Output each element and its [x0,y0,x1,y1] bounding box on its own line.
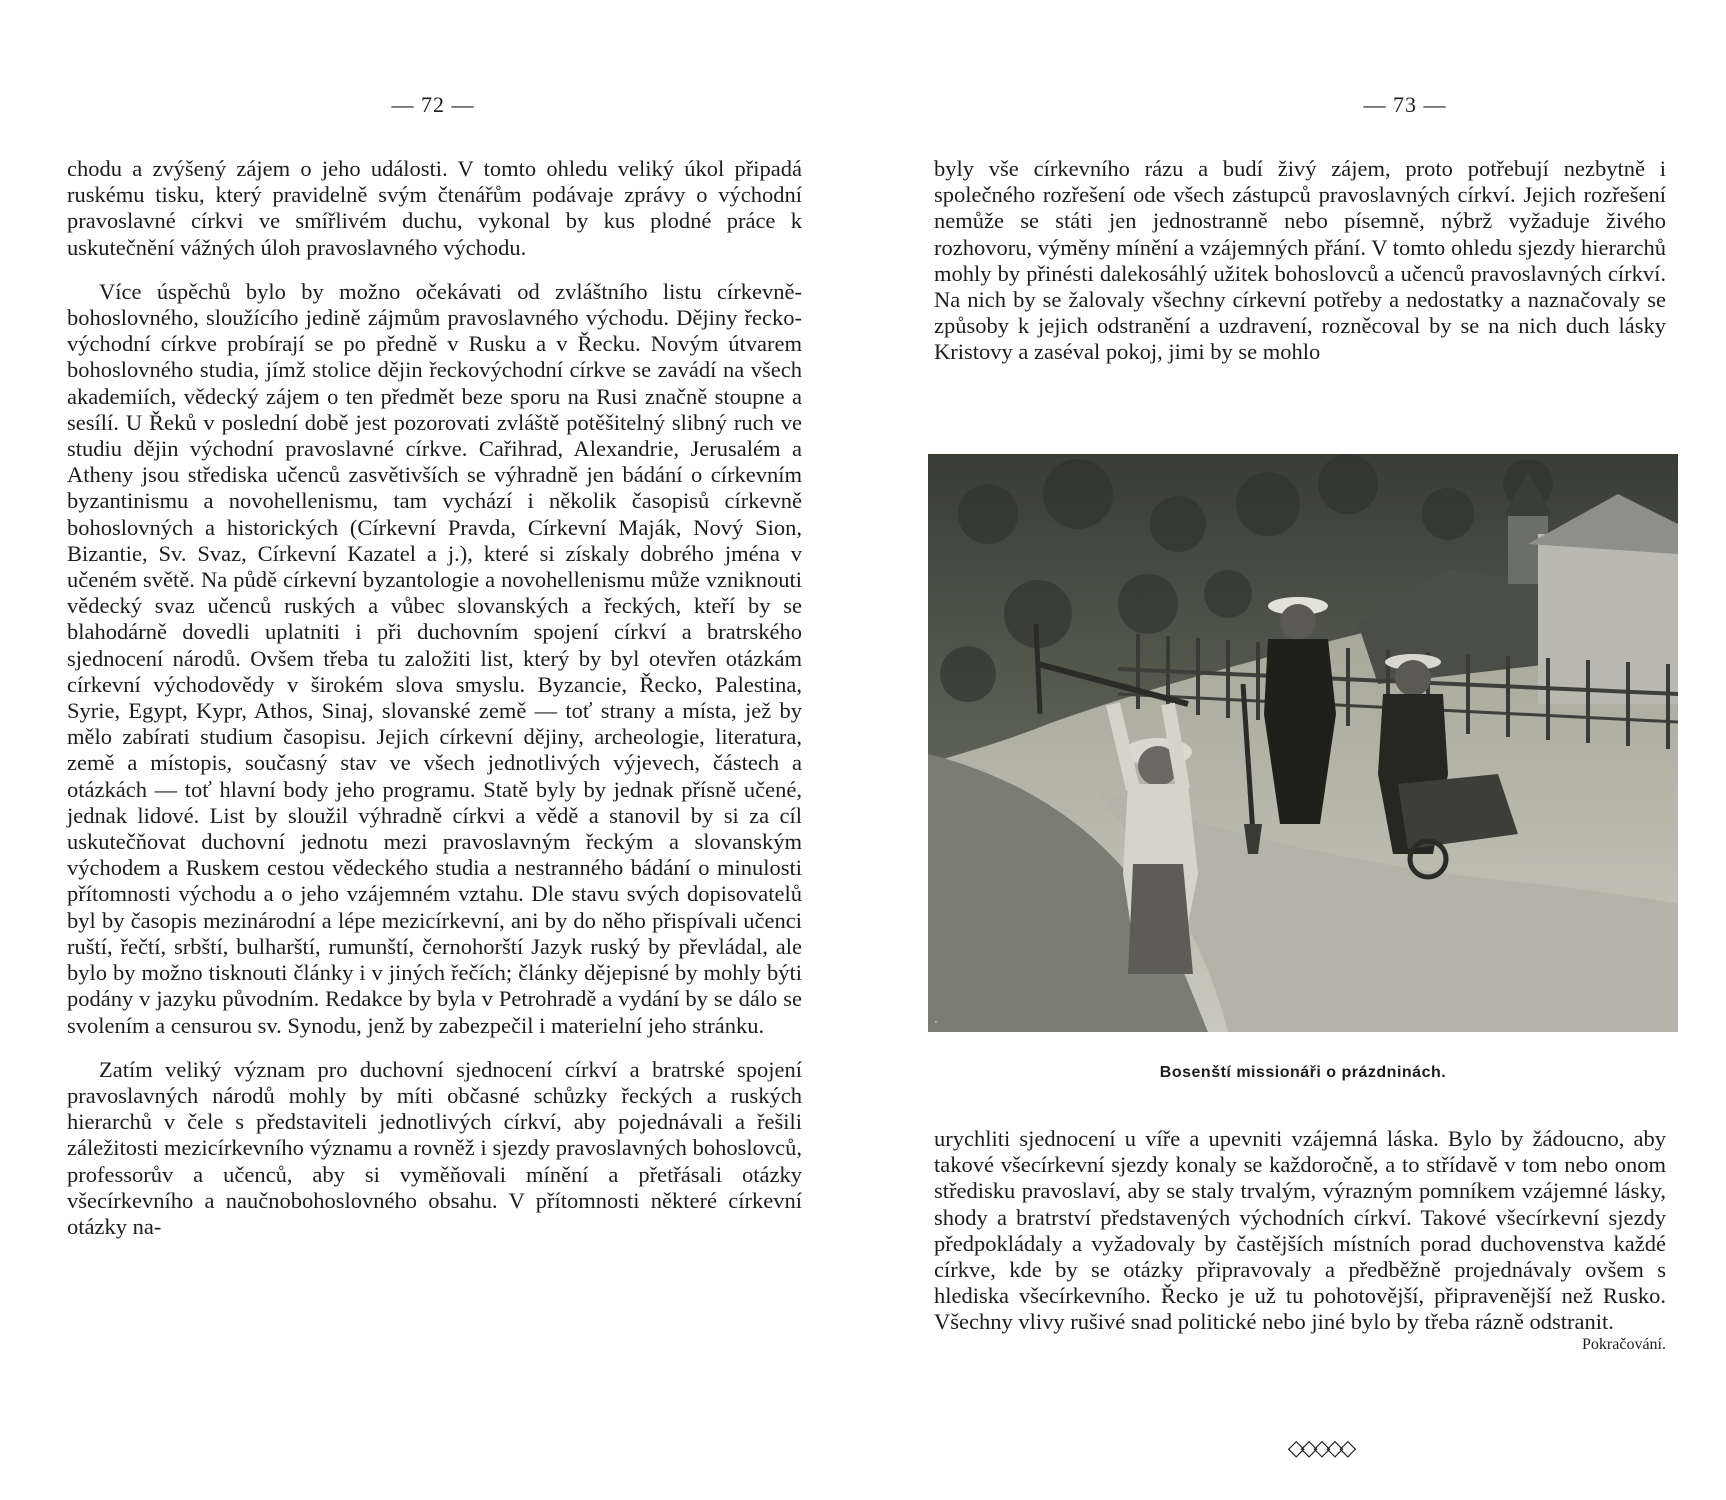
ornament-divider: ◇◇◇◇◇ [1287,1436,1353,1461]
paragraph: byly vše církevního rázu a budí živý zájem, proto potřebují nezbytně i společného rozřešení ode všech zástupců pravoslavných církví. Jejich rozřešení nemůže se státi jen jednostranně nebo písemně, nýbrž vyžaduje živého rozhovoru, výměny mínění a vzájemných přání. V tomto ohledu sjezdy hierarchů mohly by přinésti dalekosáhlý užitek bohoslovců a učenců pravoslavných církví. Na nich by se žalovaly všechny církevní potřeby a nedostatky a naznačovaly se způsoby k jejich odstranění a uzdravení, rozněcoval by se na nich duch lásky Kristovy a zaséval pokoj, jimi by se mohlo [934,156,1666,365]
continuation-note: Pokračování. [1582,1335,1666,1353]
photograph [928,454,1678,1032]
paragraph: Zatím veliký význam pro duchovní sjednocení církví a bratrské spojení pravoslavných národů mohly by míti občasné schůzky řeckých a ruských hierarchů v čele s představiteli jednotlivých církví, aby pojednávali a řešili záležitosti mezicírkevního významu a rovněž i sjezdy pravoslavných bohoslovců, professorův a učenců, aby si vyměňovali mínění a přetřásali otázky všecírkevního a naučnobohoslovného obsahu. V přítomnosti některé církevní otázky na- [67,1056,802,1239]
paragraph: Více úspěchů bylo by možno očekávati od zvláštního listu církevně-bohoslovného, sloužícího jedině zájmům pravoslavného východu. Dějiny řecko-východní církve probírají se po předně v Rusku a v Řecku. Novým útvarem bohoslovného studia, jímž stolice dějin řeckovýchodní církve se zavádí na všech akademiích, vědecký zájem o ten předmět beze sporu na Rusi značně stoupne a sesílí. U Řeků v poslední době jest pozorovati zvláště potěšitelný slibný ruch ve studiu dějin východní pravoslavné církve. Cařihrad, Alexandrie, Jerusalém a Atheny jsou střediska učenců zasvětivších se výhradně jen bádání o církevním byzantinismu a novohellenismu, tam vychází i několik časopisů církevně bohoslovných a historických (Církevní Pravda, Církevní Maják, Nový Sion, Bizantie, Sv. Svaz, Církevní Kazatel a j.), které si získaly dobrého jména v učeném světě. Na půdě církevní byzantologie a novohellenismu může vzniknouti vědecký svaz učenců ruských a vůbec slovanských a řeckých, kteří by se blahodárně dovedli uplatniti i při duchovním spojení církví a bratrského sjednocení národů. Ovšem třeba tu založiti list, který by byl otevřen otázkám církevní východovědy v širokém slova smyslu. Byzancie, Řecko, Palestina, Syrie, Egypt, Kypr, Athos, Sinaj, slovanské země — toť strany a místa, jež by mělo zabírati studium časopisu. Jejich církevní dějiny, archeologie, literatura, země a místopis, současný stav ve všech jednotlivých výjevech, částech a otázkách — toť hlavní body jeho programu. Statě byly by jednak přísně učené, jednak lidové. List by sloužil výhradně církvi a vědě a stanovil by si za cíl uskutečňovat duchovní jednotu mezi pravoslavným řeckým a slovanským východem a Ruskem cestou vědeckého studia a nestranného bádání o minulosti přítomnosti východu a o jeho vzájemném vztahu. Dle stavu svých dopisovatelů byl by časopis mezinárodní a lépe mezicírkevní, ani by do něho přispívali učenci ruští, řečtí, srbští, bulharští, rumunští, černohorští Jazyk ruský by převládal, ale bylo by možno tisknouti články i v jiných řečích; články dějepisné by mohly býti podány v jazyku původním. Redakce by byla v Petrohradě a vydání by se dálo se svolením a censurou sv. Synodu, jenž by zabezpečil i materielní jeho stránku. [67,278,802,1038]
right-text-column-top [934,156,1666,366]
left-text-column [67,156,802,1240]
svg-text:·: · [934,1015,938,1029]
photo-caption: Bosenští missionáři o prázdninách. [1159,1064,1447,1081]
closing-line [934,1336,1666,1354]
right-text-column-bottom [934,1126,1666,1354]
paragraph: chodu a zvýšený zájem o jeho události. V tomto ohledu veliký úkol připadá ruskému tisku, který pravidelně svým čtenářům podávaje zprávy o východní pravoslavné církvi ve smířlivém duchu, vykonal by kus plodné práce k uskutečnění vážných úloh pravoslavného východu. [67,156,802,260]
page-number-right: — 73 — [1363,92,1447,117]
page-number-left: — 72 — [391,92,475,117]
paragraph: urychliti sjednocení u víře a upevniti vzájemná láska. Bylo by žádoucno, aby takové všecírkevní sjezdy konaly se každoročně, a to střídavě v tom nebo onom středisku pravoslaví, aby se staly trvalým, výrazným pomníkem vzájemné lásky, shody a bratrství představených východních církví. Takové všecírkevní sjezdy předpokládaly a vyžadovaly by častějších místních porad duchovenstva každé církve, kde by se otázky připravovaly a předběžně projednávaly ovšem s hlediska všecírkevního. Řecko je už tu pohotovější, připravenější než Rusko. Všechny vlivy rušivé snad politické nebo jiné bylo by třeba rázně odstranit. [934,1126,1666,1335]
